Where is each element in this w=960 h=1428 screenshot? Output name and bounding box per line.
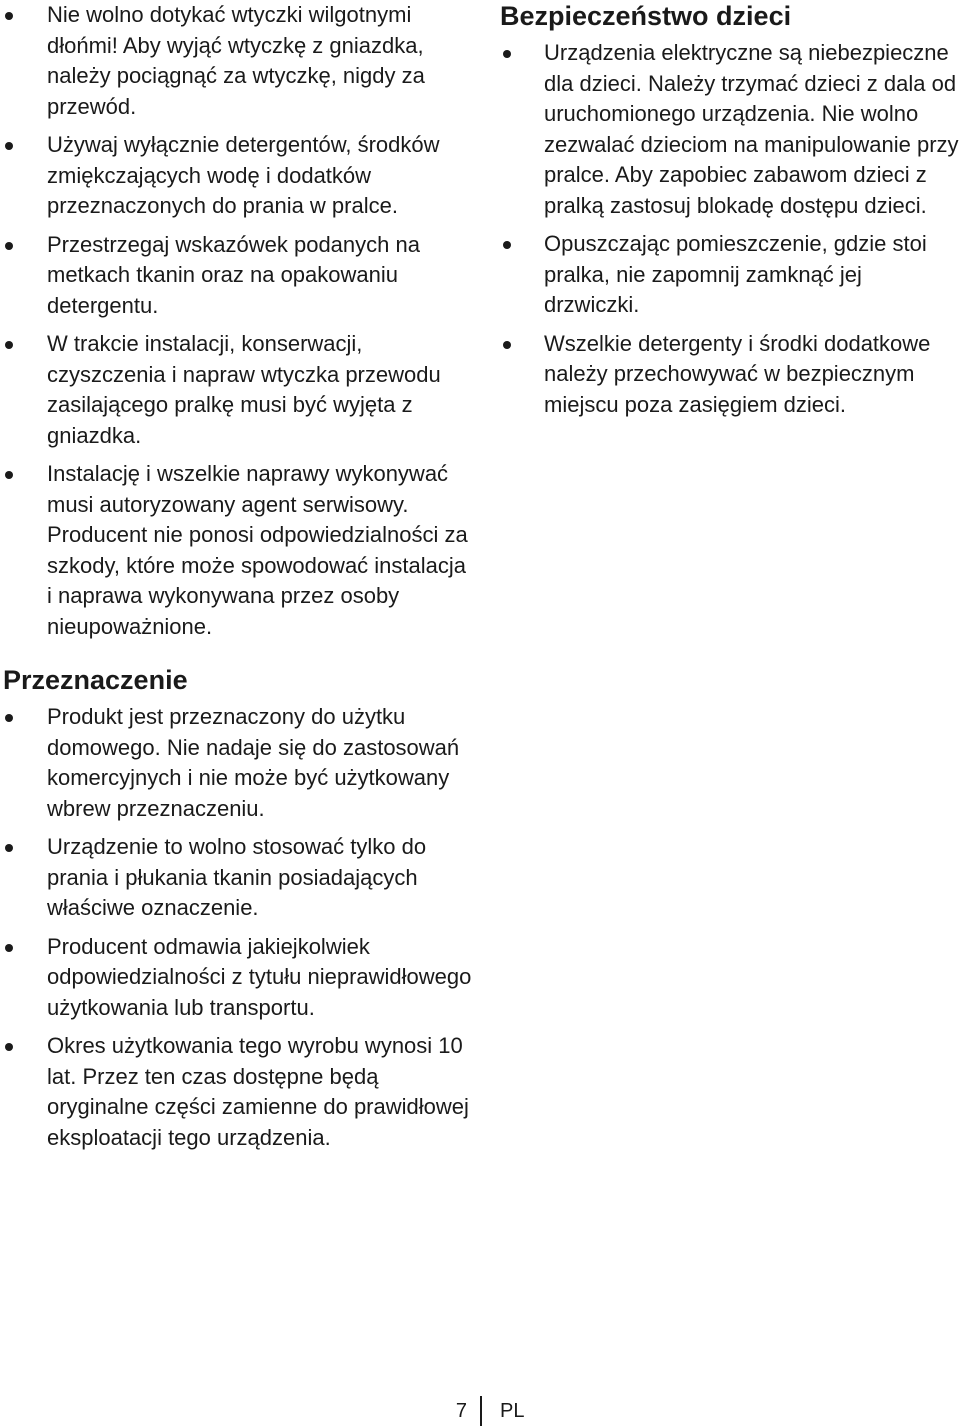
bullet-icon xyxy=(503,241,511,249)
list-item xyxy=(500,229,960,321)
list-item xyxy=(0,329,475,451)
purpose-heading: Przeznaczenie xyxy=(3,665,188,695)
bullet-icon xyxy=(5,714,13,722)
language-code: PL xyxy=(500,1400,525,1422)
right-column xyxy=(500,0,960,428)
bullet-icon xyxy=(503,341,511,349)
list-item xyxy=(500,329,960,421)
list-item xyxy=(0,130,475,222)
list-item-text: Nie wolno dotykać wtyczki wilgotnymi dłońmi! Aby wyjąć wtyczkę z gniazdka, należy pociągnąć za wtyczkę, nigdy za przewód. xyxy=(47,2,425,119)
list-item-text: W trakcie instalacji, konserwacji, czyszczenia i napraw wtyczka przewodu zasilającego pralkę musi być wyjęta z gniazdka. xyxy=(47,331,441,448)
safety-list xyxy=(0,0,475,642)
bullet-icon xyxy=(5,242,13,250)
bullet-icon xyxy=(5,471,13,479)
list-item xyxy=(0,702,475,824)
bullet-icon xyxy=(503,50,511,58)
purpose-list xyxy=(0,702,475,1153)
list-item-text: Instalację i wszelkie naprawy wykonywać musi autoryzowany agent serwisowy. Producent nie ponosi odpowiedzialności za szkody, które może spowodować instalacja i naprawa wykonywana przez osoby nieupoważnione. xyxy=(47,461,468,639)
child-safety-heading: Bezpieczeństwo dzieci xyxy=(500,1,792,31)
bullet-icon xyxy=(5,341,13,349)
bullet-icon xyxy=(5,1043,13,1051)
list-item-text: Używaj wyłącznie detergentów, środków zmiękczających wodę i dodatków przeznaczonych do prania w pralce. xyxy=(47,132,440,218)
list-item xyxy=(0,832,475,924)
list-item-text: Urządzenia elektryczne są niebezpieczne dla dzieci. Należy trzymać dzieci z dala od uruchomionego urządzenia. Nie wolno zezwalać dzieciom na manipulowanie przy pralce. Aby zapobiec zabawom dzieci z pralką zastosuj blokadę dostępu dzieci. xyxy=(544,40,959,218)
list-item xyxy=(0,932,475,1024)
list-item-text: Urządzenie to wolno stosować tylko do prania i płukania tkanin posiadających właściwe oznaczenie. xyxy=(47,834,427,920)
list-item-text: Okres użytkowania tego wyrobu wynosi 10 lat. Przez ten czas dostępne będą oryginalne części zamienne do prawidłowej eksploatacji tego urządzenia. xyxy=(47,1033,469,1150)
page-number: 7 xyxy=(455,1400,467,1422)
bullet-icon xyxy=(5,12,13,20)
list-item xyxy=(0,459,475,642)
footer-divider xyxy=(480,1396,482,1426)
bullet-icon xyxy=(5,142,13,150)
child-safety-list xyxy=(500,38,960,420)
left-column xyxy=(0,0,475,1161)
list-item-text: Opuszczając pomieszczenie, gdzie stoi pralka, nie zapomnij zamknąć jej drzwiczki. xyxy=(544,231,927,317)
list-item-text: Produkt jest przeznaczony do użytku domowego. Nie nadaje się do zastosowań komercyjnych i nie może być użytkowany wbrew przeznaczeniu. xyxy=(47,704,460,821)
list-item-text: Producent odmawia jakiejkolwiek odpowiedzialności z tytułu nieprawidłowego użytkowania lub transportu. xyxy=(47,933,472,1020)
list-item-text: Wszelkie detergenty i środki dodatkowe należy przechowywać w bezpiecznym miejscu poza zasięgiem dzieci. xyxy=(544,330,931,417)
list-item xyxy=(0,0,475,122)
list-item xyxy=(0,1031,475,1153)
list-item xyxy=(0,230,475,322)
bullet-icon xyxy=(5,844,13,852)
page-footer xyxy=(0,1396,960,1428)
list-item-text: Przestrzegaj wskazówek podanych na metkach tkanin oraz na opakowaniu detergentu. xyxy=(47,231,420,318)
list-item xyxy=(500,38,960,221)
bullet-icon xyxy=(5,944,13,952)
